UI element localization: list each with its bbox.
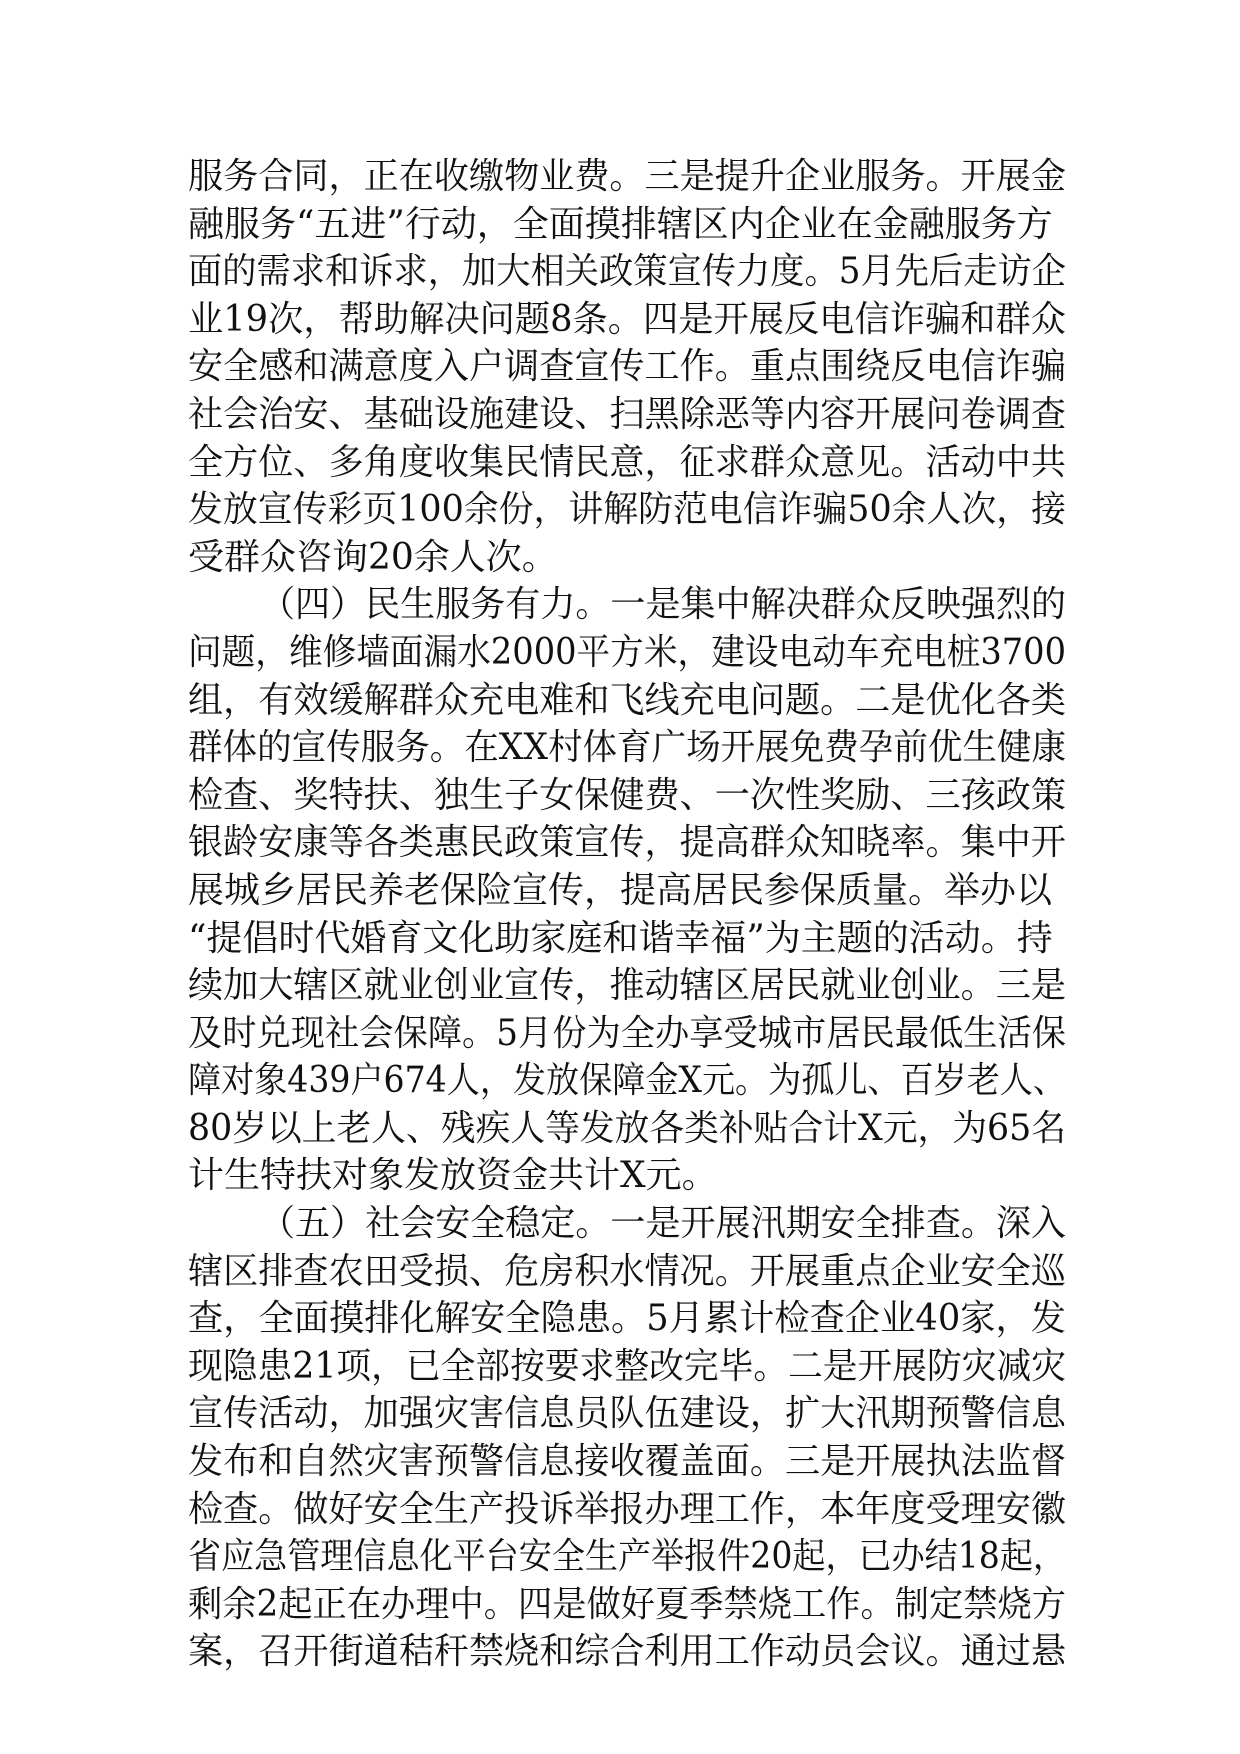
- text-line: “提倡时代婚育文化助家庭和谐幸福”为主题的活动。持: [188, 917, 1053, 959]
- text-line: 银龄安康等各类惠民政策宣传，提高群众知晓率。集中开: [188, 822, 1066, 864]
- text-line: 融服务“五进”行动，全面摸排辖区内企业在金融服务方: [188, 203, 1053, 245]
- paragraph-heading-line: （四）民生服务有力。一是集中解决群众反映强烈的: [260, 584, 1066, 626]
- text-line: 省应急管理信息化平台安全生产举报件20起，已办结18起，: [188, 1536, 1066, 1578]
- text-line: 障对象439户674人，发放保障金X元。为孤儿、百岁老人、: [188, 1060, 1066, 1102]
- text-line: 全方位、多角度收集民情民意，征求群众意见。活动中共: [188, 441, 1066, 483]
- text-line: 问题，维修墙面漏水2000平方米，建设电动车充电桩3700: [188, 631, 1066, 673]
- text-line: 计生特扶对象发放资金共计X元。: [188, 1155, 718, 1197]
- text-line: 现隐患21项，已全部按要求整改完毕。二是开展防灾减灾: [188, 1345, 1066, 1387]
- text-line: 社会治安、基础设施建设、扫黑除恶等内容开展问卷调查: [188, 393, 1066, 435]
- text-line: 展城乡居民养老保险宣传，提高居民参保质量。举办以: [188, 869, 1053, 911]
- text-line: 及时兑现社会保障。5月份为全办享受城市居民最低生活保: [188, 1012, 1066, 1054]
- text-line: 剩余2起正在办理中。四是做好夏季禁烧工作。制定禁烧方: [188, 1583, 1066, 1625]
- text-line: 案，召开街道秸秆禁烧和综合利用工作动员会议。通过悬: [188, 1631, 1066, 1673]
- document-body-text: [188, 153, 1066, 1676]
- text-line: 安全感和满意度入户调查宣传工作。重点围绕反电信诈骗: [188, 346, 1066, 388]
- text-line: 发放宣传彩页100余份，讲解防范电信诈骗50余人次，接: [188, 489, 1066, 531]
- text-line: 受群众咨询20余人次。: [188, 536, 558, 578]
- text-line: 组，有效缓解群众充电难和飞线充电问题。二是优化各类: [188, 679, 1066, 721]
- paragraph-heading-line: （五）社会安全稳定。一是开展汛期安全排查。深入: [260, 1203, 1066, 1245]
- text-line: 服务合同，正在收缴物业费。三是提升企业服务。开展金: [188, 156, 1066, 197]
- text-line: 80岁以上老人、残疾人等发放各类补贴合计X元，为65名: [188, 1107, 1066, 1149]
- text-line: 检查、奖特扶、独生子女保健费、一次性奖励、三孩政策: [188, 774, 1066, 816]
- text-line: 辖区排查农田受损、危房积水情况。开展重点企业安全巡: [188, 1250, 1066, 1292]
- text-line: 业19次，帮助解决问题8条。四是开展反电信诈骗和群众: [188, 298, 1066, 340]
- text-line: 查，全面摸排化解安全隐患。5月累计检查企业40家，发: [188, 1298, 1066, 1340]
- text-line: 续加大辖区就业创业宣传，推动辖区居民就业创业。三是: [188, 965, 1066, 1007]
- text-line: 群体的宣传服务。在XX村体育广场开展免费孕前优生健康: [188, 727, 1066, 769]
- text-line: 发布和自然灾害预警信息接收覆盖面。三是开展执法监督: [188, 1441, 1066, 1483]
- text-line: 检查。做好安全生产投诉举报办理工作，本年度受理安徽: [188, 1488, 1066, 1530]
- text-line: 面的需求和诉求，加大相关政策宣传力度。5月先后走访企: [188, 251, 1066, 293]
- text-line: 宣传活动，加强灾害信息员队伍建设，扩大汛期预警信息: [188, 1393, 1066, 1435]
